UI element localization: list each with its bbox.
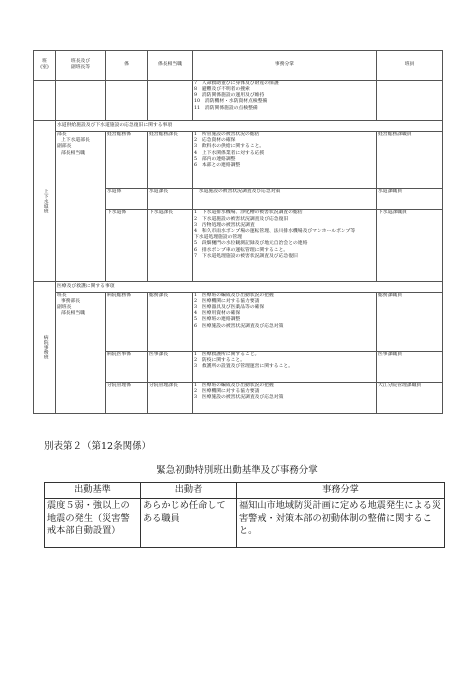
members-cell: 総務課職員 [377,292,443,352]
table-row [45,499,445,548]
members-cell: 下水道課職員 [377,210,443,281]
table-row [34,80,443,120]
leader-cell: 班長 事務部長 副班長 部長相当職 [56,292,106,413]
duty-list: 1 医療班の編成及び出動状況の把握 2 医療機関に対する協力要請 3 医療施設の被害状況調査及び応急対策 [193,383,377,414]
header-cell: 係 [106,51,148,81]
chief-cell: 経営総務課長 [148,131,193,188]
duty-list: 1 所管施設の被害状況の総括 2 応急資材の確保 3 飲料水の供給に関すること。 4 上下水関係業者に対する応援 5 部内の連絡調整 6 本部との連絡調整 [193,131,377,188]
table-title: 緊急初動特別班出動基準及び事務分掌 [156,465,318,476]
duty-cell: 福知山市地域防災計画に定める地震発生による災害警戒・対策本部の初動体制の整備に関すること。 [237,499,445,548]
criteria-cell: 震度５弱・強以上の地震の発生（災害警戒本部自動設置） [45,499,141,548]
header-cell: 事務分掌 [193,51,377,81]
table-row [34,131,443,188]
header-cell: 班長及び 副班長等 [56,51,106,81]
table-row [34,292,443,352]
chief-cell: 水道課長 [148,189,193,210]
duty-list: 1 医療救護所に関すること。 2 防疫に関すること。 3 救護所の設置及び管理運営に関すること。 [193,352,377,383]
division-label: 病院事務班 [34,281,56,413]
members-cell: 水道課職員 [377,189,443,210]
chief-cell: 医事課長 [148,352,193,383]
table-header-row [34,51,443,81]
members-cell: 経営総務課職員 [377,131,443,188]
duty-assignment-table [33,50,443,414]
dispatch-criteria-table [44,482,445,548]
header-cell: 出動基準 [45,483,141,499]
header-cell: 出動者 [141,483,237,499]
duty-list: 水道施設の被害状況調査及び応急対策 [193,189,377,210]
members-cell: 医事課職員 [377,352,443,383]
section-title: 水道供給施設及び下水道施設の応急復旧に関する事項 [56,121,443,132]
division-label: 上下水道班 [34,121,56,282]
kakari-cell: 下水道係 [106,210,148,281]
duty-list: 1 下水道排水機場、浄化槽の被害状況調査の総括 2 下水道施設の被害状況調査及び応急復旧 3 汚物処理の被害状況調査 4 和久市雨水ポンプ場の運転管理、法川排水機場及びマンホールポンプ等 下水道処理施設の管理 5 段畑樋門の水位観測記録及び地元自治会との連絡 6 排水ポンプ車の運転管理に関すること。 7 下水道処理施設の被害状況調査及び応急復旧 [193,210,377,281]
kakari-cell: 分院管理係 [106,383,148,414]
section-title: 医療及び救護に関する事項 [56,281,443,292]
duty-list: 1 医療班の編成及び出動状況の把握 2 医療機関に対する協力要請 3 医療器具及び医薬品等の確保 4 医療用資材の確保 5 医療班の連絡調整 6 医療施設の被害状況調査及び応急対策 [193,292,377,352]
chief-cell: 分院管理課長 [148,383,193,414]
dispatcher-cell: あらかじめ任命してある職員 [141,499,237,548]
header-cell: 班 (室) [34,51,56,81]
members-cell: 大江分院管理課職員 [377,383,443,414]
header-cell: 班員 [377,51,443,81]
kakari-cell: 病院総務係 [106,292,148,352]
duty-list: 7 人命救助並びに身体及び財産の保護 8 避難及び不明者の捜索 9 消防関係施設の運用及び維持 10 消防機材・水防資材点検整備 11 消防関係施設の点検整備 [193,80,377,120]
section-title-row [34,121,443,132]
section-title-row [34,281,443,292]
chief-cell: 総務課長 [148,292,193,352]
kakari-cell: 経営総務係 [106,131,148,188]
table-header-row [45,483,445,499]
leader-cell: 部長 上下水道部長 副部長 部長相当職 [56,131,106,281]
appendix-caption: 別表第２（第12条関係） [44,441,152,452]
chief-cell: 下水道課長 [148,210,193,281]
header-cell: 事務分掌 [237,483,445,499]
kakari-cell: 水道係 [106,189,148,210]
kakari-cell: 病院医事係 [106,352,148,383]
header-cell: 係長相当職 [148,51,193,81]
